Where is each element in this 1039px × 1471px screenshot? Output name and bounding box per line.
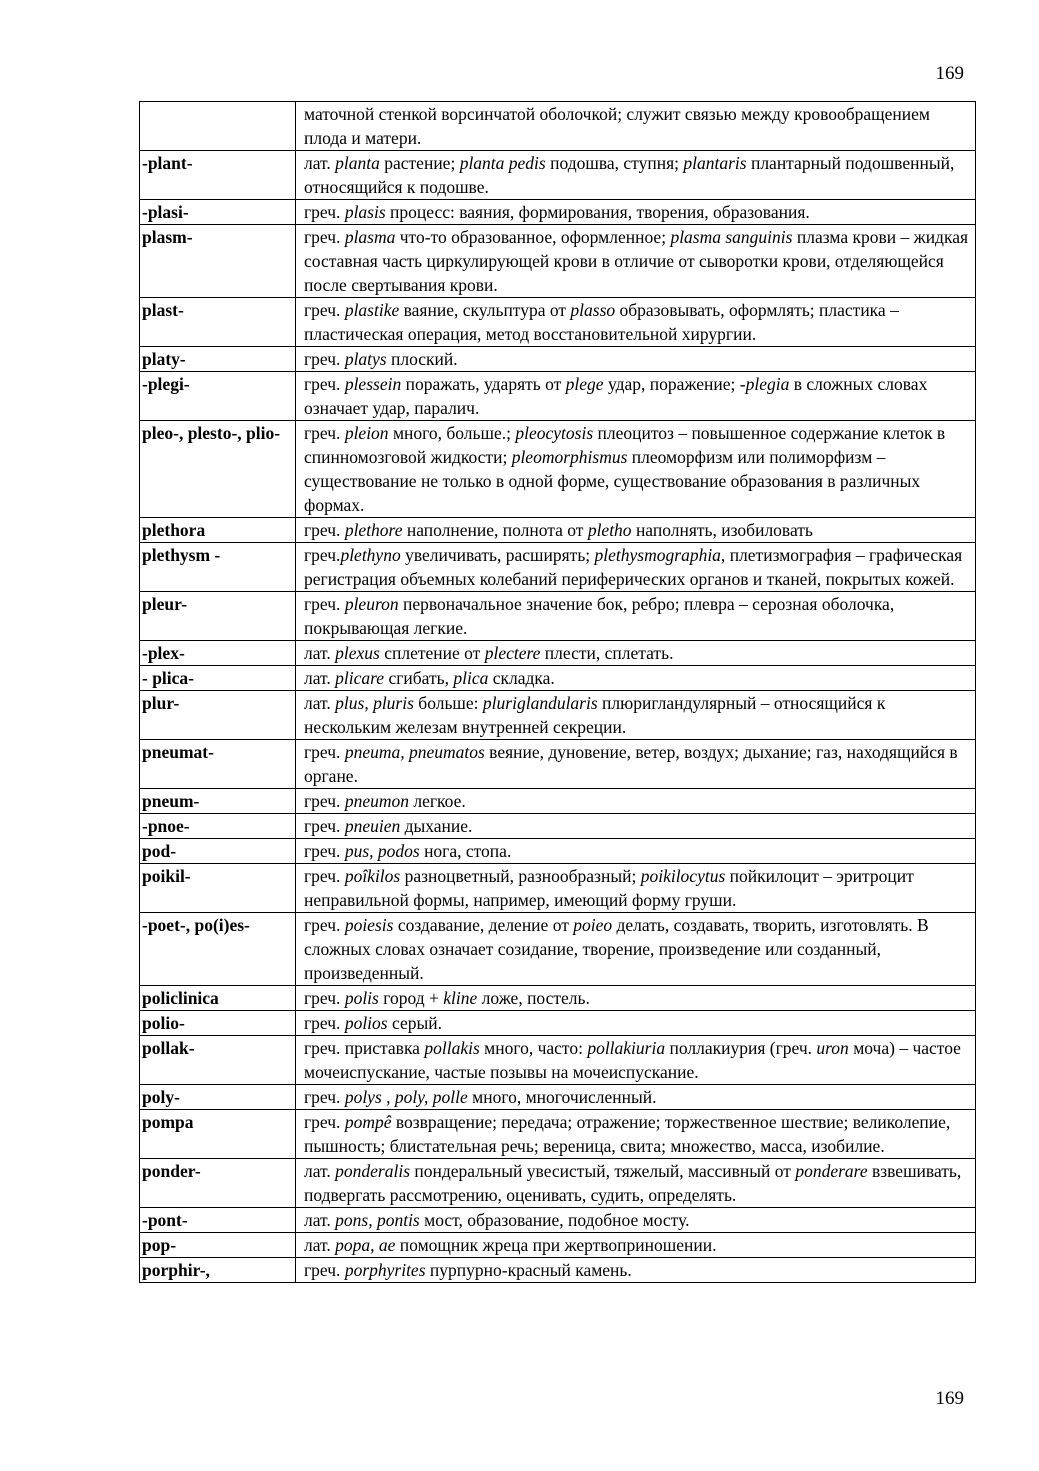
definition-text: греч. bbox=[304, 520, 345, 540]
definition-text: процесс: ваяния, формирования, творения, образования. bbox=[385, 202, 810, 222]
definition-text: поражать, ударять от bbox=[401, 374, 566, 394]
entry-definition bbox=[296, 986, 976, 1011]
entry-definition bbox=[296, 814, 976, 839]
entry-term: pneum- bbox=[140, 789, 296, 814]
definition-italic-text: -plegia bbox=[739, 374, 790, 394]
definition-text: увеличивать, расширять; bbox=[400, 545, 595, 565]
definition-text: плазма крови – жидкая составная часть циркулирующей крови в отличие от сыворотки крови, отделяющейся после свертывания крови. bbox=[304, 227, 969, 295]
page-number-bottom: 169 bbox=[935, 1388, 964, 1409]
definition-text: плоский. bbox=[386, 349, 458, 369]
entry-definition bbox=[296, 641, 976, 666]
definition-text: много, часто: bbox=[479, 1038, 588, 1058]
definition-text: лат. bbox=[304, 1210, 336, 1230]
definition-italic-text: pleuron bbox=[344, 594, 399, 614]
dictionary-row bbox=[140, 225, 976, 298]
entry-term: -plex- bbox=[140, 641, 296, 666]
entry-definition bbox=[296, 913, 976, 986]
definition-text: нога, стопа. bbox=[419, 841, 512, 861]
definition-text: сгибать, bbox=[384, 668, 454, 688]
definition-text: греч. bbox=[304, 816, 345, 836]
definition-text: греч. bbox=[304, 202, 345, 222]
dictionary-row bbox=[140, 1085, 976, 1110]
definition-text: возвращение; передача; отражение; торжественное шествие; великолепие, пышность; блистательная речь; вереница, свита; множество, масса, изобилие. bbox=[304, 1112, 951, 1156]
dictionary-row bbox=[140, 740, 976, 789]
entry-term: -plasi- bbox=[140, 200, 296, 225]
definition-italic-text: pletho bbox=[587, 520, 632, 540]
entry-term: porphir-, bbox=[140, 1258, 296, 1283]
entry-definition bbox=[296, 225, 976, 298]
definition-text: греч. bbox=[304, 349, 345, 369]
definition-italic-text: pleocytosis bbox=[515, 423, 594, 443]
entry-term: poly- bbox=[140, 1085, 296, 1110]
definition-text: разноцветный, разнообразный; bbox=[400, 866, 641, 886]
definition-italic-text: pneuma, pneumatos bbox=[344, 742, 485, 762]
definition-text: греч. bbox=[304, 1112, 345, 1132]
dictionary-row bbox=[140, 814, 976, 839]
entry-term: poikil- bbox=[140, 864, 296, 913]
definition-italic-text: plastike bbox=[344, 300, 400, 320]
dictionary-row bbox=[140, 1258, 976, 1283]
definition-text: пойкилоцит – эритроцит неправильной формы, например, имеющий форму груши. bbox=[304, 866, 914, 910]
entry-term: -poet-, po(i)es- bbox=[140, 913, 296, 986]
entry-term: policlinica bbox=[140, 986, 296, 1011]
definition-text: больше: bbox=[413, 693, 483, 713]
definition-italic-text: polios bbox=[344, 1013, 388, 1033]
definition-text: греч. bbox=[304, 841, 345, 861]
entry-term: pompa bbox=[140, 1110, 296, 1159]
entry-term: plasm- bbox=[140, 225, 296, 298]
definition-text: мост, образование, подобное мосту. bbox=[419, 1210, 690, 1230]
definition-italic-text: planta pedis bbox=[459, 153, 546, 173]
definition-text: греч. bbox=[304, 1260, 345, 1280]
definition-text: пурпурно-красный камень. bbox=[425, 1260, 632, 1280]
dictionary-table bbox=[139, 101, 976, 1283]
entry-term: platy- bbox=[140, 347, 296, 372]
definition-italic-text: pompê bbox=[344, 1112, 392, 1132]
entry-definition bbox=[296, 347, 976, 372]
definition-italic-text: plica bbox=[453, 668, 489, 688]
definition-text: греч. bbox=[304, 1087, 345, 1107]
definition-italic-text: plectere bbox=[484, 643, 541, 663]
definition-italic-text: pneumon bbox=[344, 791, 409, 811]
entry-term: pneumat- bbox=[140, 740, 296, 789]
definition-text: греч. bbox=[304, 742, 345, 762]
entry-term: polio- bbox=[140, 1011, 296, 1036]
definition-italic-text: plicare bbox=[335, 668, 385, 688]
definition-text: помощник жреца при жертвоприношении. bbox=[395, 1235, 717, 1255]
entry-term: pleur- bbox=[140, 592, 296, 641]
definition-text: подошва, ступня; bbox=[545, 153, 684, 173]
definition-text: делать, создавать, творить, изготовлять. В сложных словах означает созидание, творение, произведение или созданный, произведенный. bbox=[304, 915, 929, 983]
dictionary-row bbox=[140, 518, 976, 543]
entry-definition bbox=[296, 1085, 976, 1110]
definition-text: серый. bbox=[387, 1013, 442, 1033]
definition-text: лат. bbox=[304, 1161, 336, 1181]
dictionary-row bbox=[140, 421, 976, 518]
entry-term: - plica- bbox=[140, 666, 296, 691]
definition-text: греч. bbox=[304, 866, 345, 886]
definition-text: плюригландулярный – относящийся к нескольким железам внутренней секреции. bbox=[304, 693, 886, 737]
dictionary-row bbox=[140, 543, 976, 592]
entry-definition bbox=[296, 1208, 976, 1233]
entry-term: plur- bbox=[140, 691, 296, 740]
definition-text: моча) – частое мочеиспускание, частые позывы на мочеиспускание. bbox=[304, 1038, 961, 1082]
dictionary-row bbox=[140, 913, 976, 986]
definition-italic-text: uron bbox=[816, 1038, 849, 1058]
definition-text: плантарный подошвенный, относящийся к подошве. bbox=[304, 153, 955, 197]
definition-text: плеоцитоз – повышенное содержание клеток в спинномозговой жидкости; bbox=[304, 423, 946, 467]
entry-definition bbox=[296, 1258, 976, 1283]
dictionary-row bbox=[140, 298, 976, 347]
entry-definition bbox=[296, 839, 976, 864]
definition-text: веяние, дуновение, ветер, воздух; дыхание; газ, находящийся в органе. bbox=[304, 742, 958, 786]
dictionary-row bbox=[140, 372, 976, 421]
definition-text: греч. bbox=[304, 374, 345, 394]
dictionary-row bbox=[140, 102, 976, 151]
dictionary-row bbox=[140, 641, 976, 666]
entry-definition bbox=[296, 691, 976, 740]
definition-italic-text: platys bbox=[344, 349, 387, 369]
entry-term bbox=[140, 102, 296, 151]
definition-text: маточной стенкой ворсинчатой оболочкой; служит связью между кровообращением плода и матери. bbox=[304, 104, 930, 148]
definition-italic-text: popa, ae bbox=[335, 1235, 396, 1255]
entry-definition bbox=[296, 421, 976, 518]
definition-text: наполнение, полнота от bbox=[402, 520, 588, 540]
definition-italic-text: polys , poly, polle bbox=[344, 1087, 468, 1107]
dictionary-row bbox=[140, 986, 976, 1011]
definition-italic-text: pluriglandularis bbox=[482, 693, 598, 713]
dictionary-row bbox=[140, 839, 976, 864]
entry-term: plethysm - bbox=[140, 543, 296, 592]
entry-term: -plegi- bbox=[140, 372, 296, 421]
definition-italic-text: ponderare bbox=[795, 1161, 868, 1181]
definition-italic-text: pleomorphismus bbox=[511, 447, 628, 467]
definition-text: греч. приставка bbox=[304, 1038, 425, 1058]
definition-italic-text: plantaris bbox=[683, 153, 747, 173]
definition-italic-text: pneuien bbox=[344, 816, 401, 836]
definition-italic-text: pollakis bbox=[424, 1038, 480, 1058]
entry-definition bbox=[296, 1159, 976, 1208]
definition-italic-text: pus, podos bbox=[344, 841, 420, 861]
entry-definition bbox=[296, 518, 976, 543]
definition-text: греч. bbox=[304, 791, 345, 811]
dictionary-row bbox=[140, 691, 976, 740]
entry-term: pod- bbox=[140, 839, 296, 864]
definition-text: греч. bbox=[304, 594, 345, 614]
definition-italic-text: planta bbox=[335, 153, 380, 173]
entry-definition bbox=[296, 789, 976, 814]
definition-text: ваяние, скульптура от bbox=[399, 300, 571, 320]
definition-italic-text: plexus bbox=[335, 643, 380, 663]
entry-definition bbox=[296, 543, 976, 592]
definition-text: плеоморфизм или полиморфизм – существование не только в одной форме, существование образования в различных формах. bbox=[304, 447, 921, 515]
definition-italic-text: plethysmographia, bbox=[594, 545, 726, 565]
definition-text: греч. bbox=[304, 915, 345, 935]
definition-italic-text: ponderalis bbox=[335, 1161, 411, 1181]
definition-italic-text: plasma bbox=[344, 227, 396, 247]
entry-term: plast- bbox=[140, 298, 296, 347]
entry-definition bbox=[296, 298, 976, 347]
definition-text: пондеральный увесистый, тяжелый, массивный от bbox=[410, 1161, 796, 1181]
entry-definition bbox=[296, 1036, 976, 1085]
entry-definition bbox=[296, 1011, 976, 1036]
dictionary-row bbox=[140, 592, 976, 641]
entry-definition bbox=[296, 592, 976, 641]
definition-italic-text: pons, pontis bbox=[335, 1210, 420, 1230]
dictionary-row bbox=[140, 864, 976, 913]
definition-text: взвешивать, подвергать рассмотрению, оценивать, судить, определять. bbox=[304, 1161, 962, 1205]
definition-italic-text: plus, pluris bbox=[335, 693, 414, 713]
entry-definition bbox=[296, 151, 976, 200]
definition-text: город + bbox=[378, 988, 444, 1008]
definition-italic-text: pollakiuria bbox=[587, 1038, 666, 1058]
definition-text: лат. bbox=[304, 643, 336, 663]
dictionary-row bbox=[140, 151, 976, 200]
definition-italic-text: plasma sanguinis bbox=[670, 227, 793, 247]
definition-text: лат. bbox=[304, 153, 336, 173]
definition-text: складка. bbox=[488, 668, 555, 688]
entry-term: ponder- bbox=[140, 1159, 296, 1208]
entry-term: -pnoe- bbox=[140, 814, 296, 839]
definition-text: легкое. bbox=[408, 791, 466, 811]
entry-term: pleo-, plesto-, plio- bbox=[140, 421, 296, 518]
entry-term: -plant- bbox=[140, 151, 296, 200]
definition-text: сплетение от bbox=[379, 643, 485, 663]
entry-definition bbox=[296, 102, 976, 151]
definition-italic-text: plege bbox=[565, 374, 604, 394]
dictionary-row bbox=[140, 1110, 976, 1159]
definition-text: наполнять, изобиловать bbox=[631, 520, 813, 540]
definition-text: греч. bbox=[304, 1013, 345, 1033]
definition-italic-text: poîkilos bbox=[344, 866, 401, 886]
dictionary-row bbox=[140, 1208, 976, 1233]
dictionary-row bbox=[140, 1159, 976, 1208]
dictionary-row bbox=[140, 1036, 976, 1085]
definition-italic-text: poikilocytus bbox=[640, 866, 726, 886]
definition-text: поллакиурия (греч. bbox=[665, 1038, 817, 1058]
definition-text: греч. bbox=[304, 300, 345, 320]
definition-text: греч. bbox=[304, 227, 345, 247]
definition-text: лат. bbox=[304, 693, 336, 713]
entry-definition bbox=[296, 740, 976, 789]
definition-italic-text: pleion bbox=[344, 423, 389, 443]
entry-term: pollak- bbox=[140, 1036, 296, 1085]
definition-text: образовывать, оформлять; пластика – пластическая операция, метод восстановительной хирургии. bbox=[304, 300, 899, 344]
definition-italic-text: poiesis bbox=[344, 915, 394, 935]
dictionary-body bbox=[140, 102, 976, 1283]
dictionary-row bbox=[140, 1011, 976, 1036]
dictionary-row bbox=[140, 789, 976, 814]
definition-text: дыхание. bbox=[400, 816, 473, 836]
definition-italic-text: plethyno bbox=[340, 545, 401, 565]
dictionary-row bbox=[140, 347, 976, 372]
definition-text: греч. bbox=[304, 423, 345, 443]
dictionary-row bbox=[140, 666, 976, 691]
entry-definition bbox=[296, 1233, 976, 1258]
definition-italic-text: plasis bbox=[344, 202, 386, 222]
definition-text: греч. bbox=[304, 988, 345, 1008]
definition-text: что-то образованное, оформленное; bbox=[395, 227, 671, 247]
definition-text: растение; bbox=[379, 153, 460, 173]
entry-term: pop- bbox=[140, 1233, 296, 1258]
definition-text: лат. bbox=[304, 1235, 336, 1255]
page-number-top: 169 bbox=[935, 63, 964, 84]
definition-italic-text: porphyrites bbox=[344, 1260, 426, 1280]
entry-term: plethora bbox=[140, 518, 296, 543]
definition-text: греч. bbox=[304, 545, 341, 565]
entry-definition bbox=[296, 1110, 976, 1159]
definition-text: много, многочисленный. bbox=[467, 1087, 657, 1107]
definition-text: создавание, деление от bbox=[393, 915, 574, 935]
entry-term: -pont- bbox=[140, 1208, 296, 1233]
entry-definition bbox=[296, 200, 976, 225]
dictionary-row bbox=[140, 1233, 976, 1258]
definition-italic-text: plessein bbox=[344, 374, 402, 394]
definition-text: в сложных словах означает удар, паралич. bbox=[304, 374, 928, 418]
definition-text: первоначальное значение бок, ребро; плевра – серозная оболочка, покрывающая легкие. bbox=[304, 594, 895, 638]
definition-text: ложе, постель. bbox=[477, 988, 590, 1008]
entry-definition bbox=[296, 372, 976, 421]
definition-italic-text: poieo bbox=[573, 915, 613, 935]
definition-text: удар, поражение; bbox=[603, 374, 740, 394]
definition-text: плести, сплетать. bbox=[540, 643, 674, 663]
definition-text: плетизмография – графическая регистрация объемных колебаний периферических органов и тканей, покрытых кожей. bbox=[304, 545, 963, 589]
dictionary-row bbox=[140, 200, 976, 225]
definition-italic-text: polis bbox=[344, 988, 379, 1008]
entry-definition bbox=[296, 666, 976, 691]
definition-italic-text: kline bbox=[443, 988, 478, 1008]
definition-italic-text: plethore bbox=[344, 520, 403, 540]
definition-text: лат. bbox=[304, 668, 336, 688]
entry-definition bbox=[296, 864, 976, 913]
definition-italic-text: plasso bbox=[570, 300, 616, 320]
definition-text: много, больше.; bbox=[388, 423, 516, 443]
